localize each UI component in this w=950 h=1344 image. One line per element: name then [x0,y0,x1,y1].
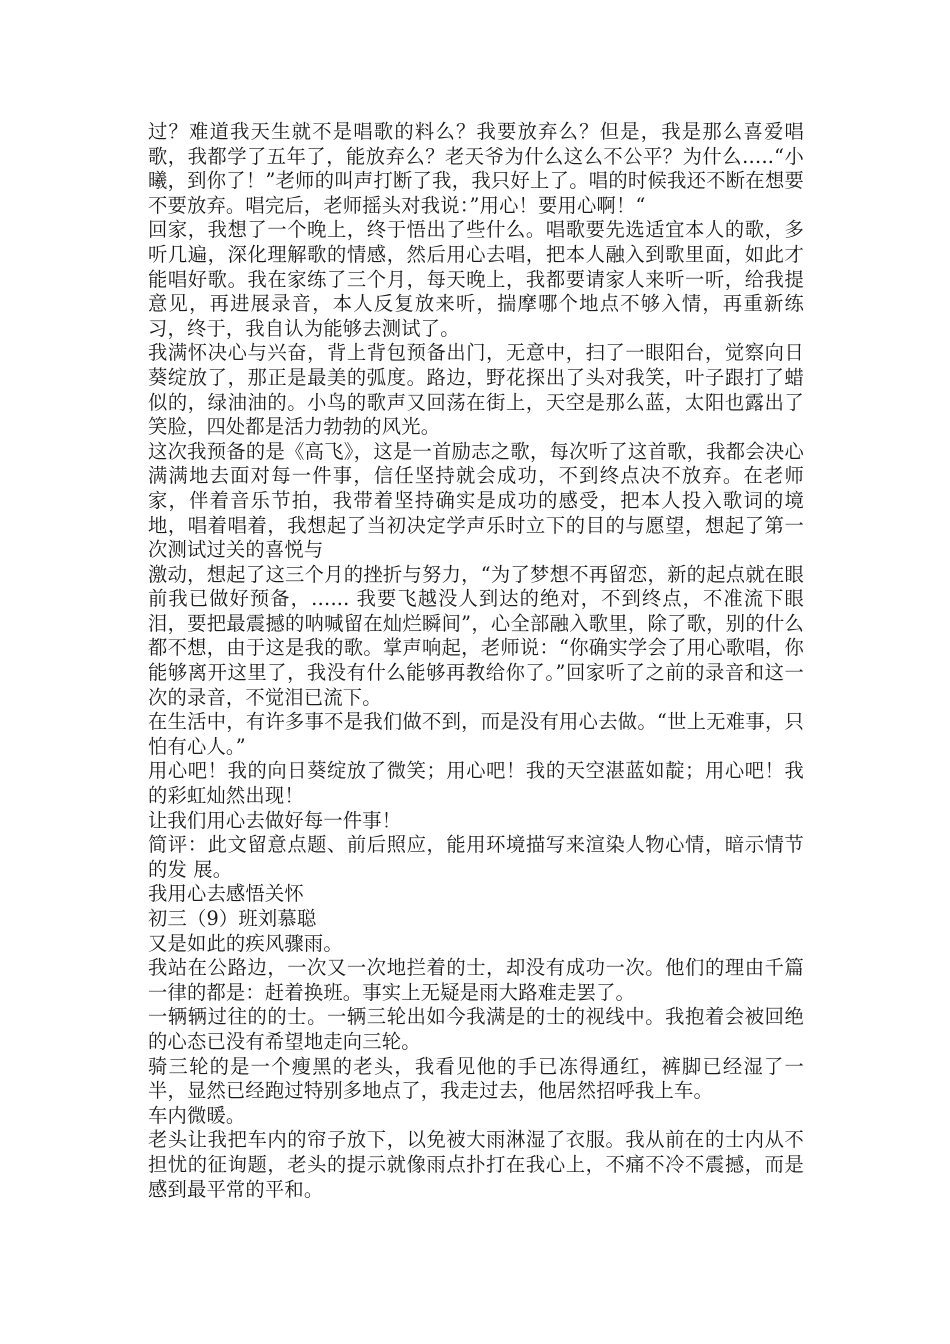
paragraph: 车内微暖。 [148,1103,246,1127]
paragraph: 激动，想起了这三个月的挫折与努力，“为了梦想不再留恋，新的起点就在眼前我已做好预备，…... 我要飞越没人到达的绝对，不到终点，不准流下眼泪，要把最震撼的呐喊留在灿烂瞬间”，心全部融入歌里，除了歌，别的什么都不想，由于这是我的歌。掌声响起，老师说：“你确实学会了用心歌唱，你能够离开这里了，我没有什么能够再教给你了。”回家听了之前的录音和这一次的录音，不觉泪已流下。 [148,562,804,709]
paragraph: 这次我预备的是《高飞》，这是一首励志之歌，每次听了这首歌，我都会决心满满地去面对每一件事，信任坚持就会成功，不到终点决不放弃。在老师家，伴着音乐节拍，我带着坚持确实是成功的感受，把本人投入歌词的境地，唱着唱着，我想起了当初决定学声乐时立下的目的与愿望，想起了第一次测试过关的喜悦与 [148,439,804,562]
paragraph: 让我们用心去做好每一件事！ [148,808,402,832]
paragraph: 在生活中，有许多事不是我们做不到，而是没有用心去做。“世上无难事，只怕有心人。” [148,710,804,758]
paragraph: 过？难道我天生就不是唱歌的料么？我要放弃么？但是，我是那么喜爱唱歌，我都学了五年了，能放弃么？老天爷为什么这么不公平？为什么…..“小曦，到你了！”老师的叫声打断了我，我只好上了。唱的时候我还不断在想要不要放弃。唱完后，老师摇头对我说：”用心！要用心啊！“ [148,120,804,217]
paragraph: 我站在公路边，一次又一次地拦着的士，却没有成功一次。他们的理由千篇一律的都是：赶着换班。事实上无疑是雨大路难走罢了。 [148,956,804,1004]
paragraph: 一辆辆过往的的士。一辆三轮出如今我满是的士的视线中。我抱着会被回绝的心态已没有希望地走向三轮。 [148,1005,804,1053]
commentary-paragraph: 简评：此文留意点题、前后照应，能用环境描写来渲染人物心情，暗示情节的发 展。 [148,833,804,881]
document-body [148,120,804,1202]
paragraph: 回家，我想了一个晚上，终于悟出了些什么。唱歌要先选适宜本人的歌，多听几遍，深化理解歌的情感，然后用心去唱，把本人融入到歌里面，如此才能唱好歌。我在家练了三个月，每天晚上，我都要请家人来听一听，给我提意见，再进展录音，本人反复放来听，揣摩哪个地点不够入情，再重新练习，终于，我自认为能够去测试了。 [148,218,804,340]
paragraph: 骑三轮的是一个瘦黑的老头，我看见他的手已冻得通红，裤脚已经湿了一半，显然已经跑过特别多地点了，我走过去，他居然招呼我上车。 [148,1054,804,1103]
paragraph: 我满怀决心与兴奋，背上背包预备出门，无意中，扫了一眼阳台，觉察向日葵绽放了，那正是最美的弧度。路边，野花探出了头对我笑，叶子跟打了蜡似的，绿油油的。小鸟的歌声又回荡在街上，天空是那么蓝，太阳也露出了笑脸，四处都是活力勃勃的风光。 [148,341,804,439]
essay-author: 初三（9）班刘慕聪 [148,907,317,930]
essay-title: 我用心去感悟关怀 [148,882,304,906]
paragraph: 又是如此的疾风骤雨。 [148,931,343,955]
paragraph: 用心吧！我的向日葵绽放了微笑；用心吧！我的天空湛蓝如靛；用心吧！我的彩虹灿然出现！ [148,759,804,808]
paragraph: 老头让我把车内的帘子放下，以免被大雨淋湿了衣服。我从前在的士内从不担忧的征询题，老头的提示就像雨点扑打在我心上，不痛不冷不震撼，而是感到最平常的平和。 [148,1128,804,1201]
